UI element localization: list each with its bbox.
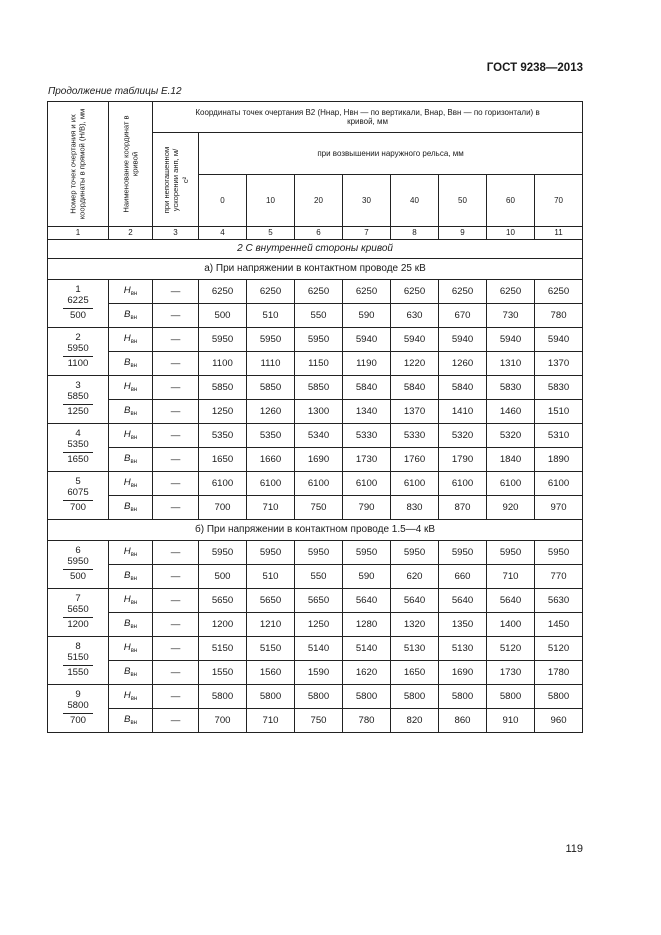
- h-value: 6250: [295, 280, 343, 304]
- point-h-straight: 5800: [67, 699, 89, 711]
- voltage-group-title: а) При напряжении в контактном проводе 25 кВ: [48, 259, 583, 280]
- b-value: 1650: [199, 448, 247, 472]
- point-h-straight: 5150: [67, 651, 89, 663]
- h-value: 5950: [247, 541, 295, 565]
- coordinates-table: [47, 101, 583, 733]
- b-value: 660: [439, 565, 487, 589]
- h-value: 5840: [343, 376, 391, 400]
- h-value: 5640: [439, 589, 487, 613]
- point-h-straight: 5950: [67, 555, 89, 567]
- col1-header: Номер точек очертания и их координаты в прямой (H/B), мм: [68, 108, 87, 220]
- page-number: 119: [565, 843, 583, 855]
- point-number: 6: [75, 545, 81, 557]
- table-row: [48, 424, 583, 448]
- b-value: 1840: [487, 448, 535, 472]
- b-value: 1690: [295, 448, 343, 472]
- h-value: 5130: [439, 637, 487, 661]
- b-value: 1370: [391, 400, 439, 424]
- point-id-cell: [48, 280, 109, 328]
- h-value: 6250: [247, 280, 295, 304]
- h-value: 6250: [343, 280, 391, 304]
- acceleration-value: —: [153, 613, 199, 637]
- table-row: [48, 541, 583, 565]
- point-number: 2: [75, 332, 81, 344]
- point-number: 4: [75, 428, 81, 440]
- point-b-straight: 1550: [63, 665, 93, 679]
- h-value: 5330: [391, 424, 439, 448]
- elevation-header: 10: [247, 175, 295, 227]
- h-value: 5950: [295, 328, 343, 352]
- coord-name-b: $B_{вн}$: [109, 613, 153, 637]
- b-value: 790: [343, 496, 391, 520]
- h-value: 5120: [487, 637, 535, 661]
- b-value: 700: [199, 709, 247, 733]
- table-caption: Продолжение таблицы Е.12: [48, 86, 182, 97]
- point-id-cell: [48, 376, 109, 424]
- b-value: 1760: [391, 448, 439, 472]
- acceleration-value: —: [153, 424, 199, 448]
- h-value: 6100: [247, 472, 295, 496]
- b-value: 1310: [487, 352, 535, 376]
- acceleration-value: —: [153, 376, 199, 400]
- acceleration-value: —: [153, 304, 199, 328]
- h-value: 5850: [247, 376, 295, 400]
- column-number: 4: [199, 227, 247, 240]
- column-number: 5: [247, 227, 295, 240]
- acceleration-value: —: [153, 328, 199, 352]
- col2-header-cell: [109, 102, 153, 227]
- acceleration-value: —: [153, 400, 199, 424]
- h-value: 5840: [439, 376, 487, 400]
- h-value: 5940: [343, 328, 391, 352]
- b-value: 830: [391, 496, 439, 520]
- point-number: 5: [75, 476, 81, 488]
- h-value: 5800: [247, 685, 295, 709]
- coord-name-b: $B_{вн}$: [109, 448, 153, 472]
- elevation-header: 70: [535, 175, 583, 227]
- point-b-straight: 700: [63, 500, 93, 514]
- point-id-cell: [48, 637, 109, 685]
- b-value: 1250: [295, 613, 343, 637]
- b-value: 780: [535, 304, 583, 328]
- h-value: 5800: [199, 685, 247, 709]
- point-h-straight: 5350: [67, 438, 89, 450]
- point-b-straight: 700: [63, 713, 93, 727]
- coord-name-h: $H_{вн}$: [109, 541, 153, 565]
- h-value: 5650: [199, 589, 247, 613]
- h-value: 5120: [535, 637, 583, 661]
- b-value: 1660: [247, 448, 295, 472]
- coord-name-b: $B_{вн}$: [109, 565, 153, 589]
- b-value: 1340: [343, 400, 391, 424]
- h-value: 5320: [439, 424, 487, 448]
- point-id-cell: [48, 424, 109, 472]
- b-value: 970: [535, 496, 583, 520]
- h-value: 5130: [391, 637, 439, 661]
- h-value: 6100: [295, 472, 343, 496]
- point-b-straight: 1650: [63, 452, 93, 466]
- acceleration-value: —: [153, 280, 199, 304]
- table-row: [48, 304, 583, 328]
- acceleration-value: —: [153, 496, 199, 520]
- table-row: [48, 328, 583, 352]
- acceleration-value: —: [153, 685, 199, 709]
- h-value: 5150: [247, 637, 295, 661]
- h-value: 5840: [391, 376, 439, 400]
- point-b-straight: 1250: [63, 404, 93, 418]
- column-number: 2: [109, 227, 153, 240]
- subgroup-header: при возвышении наружного рельса, мм: [199, 133, 583, 175]
- column-number: 11: [535, 227, 583, 240]
- point-number: 9: [75, 689, 81, 701]
- point-h-straight: 5950: [67, 342, 89, 354]
- h-value: 6250: [535, 280, 583, 304]
- point-b-straight: 1200: [63, 617, 93, 631]
- h-value: 5950: [487, 541, 535, 565]
- point-h-straight: 5850: [67, 390, 89, 402]
- coord-name-b: $B_{вн}$: [109, 304, 153, 328]
- h-value: 5350: [199, 424, 247, 448]
- point-id: [48, 642, 108, 679]
- voltage-group-row: [48, 259, 583, 280]
- point-id-cell: [48, 472, 109, 520]
- b-value: 910: [487, 709, 535, 733]
- acceleration-value: —: [153, 709, 199, 733]
- b-value: 1370: [535, 352, 583, 376]
- document-header: ГОСТ 9238—2013: [486, 62, 583, 74]
- h-value: 6250: [439, 280, 487, 304]
- b-value: 770: [535, 565, 583, 589]
- b-value: 1730: [487, 661, 535, 685]
- acceleration-value: —: [153, 541, 199, 565]
- col1-header-cell: [48, 102, 109, 227]
- h-value: 5940: [535, 328, 583, 352]
- b-value: 550: [295, 565, 343, 589]
- table-row: [48, 448, 583, 472]
- b-value: 590: [343, 304, 391, 328]
- h-value: 5640: [487, 589, 535, 613]
- elevation-header: 0: [199, 175, 247, 227]
- column-number: 6: [295, 227, 343, 240]
- col3-header: при непогашенном ускорении aнп, м/с²: [161, 146, 190, 213]
- b-value: 1110: [247, 352, 295, 376]
- h-value: 5650: [247, 589, 295, 613]
- b-value: 1350: [439, 613, 487, 637]
- h-value: 5800: [439, 685, 487, 709]
- coord-name-h: $H_{вн}$: [109, 589, 153, 613]
- b-value: 710: [247, 709, 295, 733]
- table-row: [48, 280, 583, 304]
- h-value: 5940: [439, 328, 487, 352]
- table-row: [48, 637, 583, 661]
- h-value: 5340: [295, 424, 343, 448]
- column-number: 9: [439, 227, 487, 240]
- h-value: 5150: [199, 637, 247, 661]
- point-number: 1: [75, 284, 81, 296]
- elevation-header: 30: [343, 175, 391, 227]
- h-value: 5940: [391, 328, 439, 352]
- h-value: 5950: [391, 541, 439, 565]
- b-value: 920: [487, 496, 535, 520]
- b-value: 1780: [535, 661, 583, 685]
- col3-header-cell: [153, 133, 199, 227]
- b-value: 700: [199, 496, 247, 520]
- h-value: 5800: [535, 685, 583, 709]
- elevation-header: 50: [439, 175, 487, 227]
- b-value: 750: [295, 496, 343, 520]
- point-id-cell: [48, 685, 109, 733]
- point-id: [48, 333, 108, 370]
- point-id: [48, 690, 108, 727]
- voltage-group-title: б) При напряжении в контактном проводе 1.5—4 кВ: [48, 520, 583, 541]
- group-header: Координаты точек очертания В2 (Hнар, Hвн — по вертикали, Bнар, Bвн — по горизонтали) в кривой, мм: [153, 102, 583, 133]
- table-row: [48, 685, 583, 709]
- coord-name-h: $H_{вн}$: [109, 328, 153, 352]
- elevation-header: 60: [487, 175, 535, 227]
- h-value: 6250: [391, 280, 439, 304]
- point-id: [48, 594, 108, 631]
- b-value: 550: [295, 304, 343, 328]
- point-id: [48, 546, 108, 583]
- h-value: 5950: [535, 541, 583, 565]
- point-id: [48, 285, 108, 322]
- b-value: 1620: [343, 661, 391, 685]
- b-value: 960: [535, 709, 583, 733]
- table-row: [48, 496, 583, 520]
- voltage-group-row: [48, 520, 583, 541]
- point-id-cell: [48, 589, 109, 637]
- b-value: 1650: [391, 661, 439, 685]
- acceleration-value: —: [153, 448, 199, 472]
- b-value: 1790: [439, 448, 487, 472]
- coord-name-h: $H_{вн}$: [109, 472, 153, 496]
- b-value: 670: [439, 304, 487, 328]
- h-value: 5850: [295, 376, 343, 400]
- b-value: 1300: [295, 400, 343, 424]
- column-number: 8: [391, 227, 439, 240]
- table-row: [48, 589, 583, 613]
- b-value: 1280: [343, 613, 391, 637]
- b-value: 1220: [391, 352, 439, 376]
- b-value: 1150: [295, 352, 343, 376]
- point-b-straight: 500: [63, 569, 93, 583]
- h-value: 5330: [343, 424, 391, 448]
- coord-name-h: $H_{вн}$: [109, 685, 153, 709]
- b-value: 1210: [247, 613, 295, 637]
- b-value: 1100: [199, 352, 247, 376]
- h-value: 5650: [295, 589, 343, 613]
- h-value: 6100: [439, 472, 487, 496]
- elevation-header: 20: [295, 175, 343, 227]
- h-value: 5140: [343, 637, 391, 661]
- h-value: 5310: [535, 424, 583, 448]
- acceleration-value: —: [153, 589, 199, 613]
- b-value: 1550: [199, 661, 247, 685]
- b-value: 710: [487, 565, 535, 589]
- table-row: [48, 565, 583, 589]
- b-value: 500: [199, 565, 247, 589]
- coord-name-h: $H_{вн}$: [109, 376, 153, 400]
- point-id: [48, 381, 108, 418]
- b-value: 1460: [487, 400, 535, 424]
- acceleration-value: —: [153, 352, 199, 376]
- point-id: [48, 477, 108, 514]
- point-number: 8: [75, 641, 81, 653]
- h-value: 5830: [487, 376, 535, 400]
- b-value: 1690: [439, 661, 487, 685]
- b-value: 780: [343, 709, 391, 733]
- b-value: 1560: [247, 661, 295, 685]
- h-value: 6100: [343, 472, 391, 496]
- b-value: 1400: [487, 613, 535, 637]
- h-value: 6100: [487, 472, 535, 496]
- column-number: 7: [343, 227, 391, 240]
- h-value: 5800: [343, 685, 391, 709]
- b-value: 1590: [295, 661, 343, 685]
- h-value: 5950: [247, 328, 295, 352]
- table-row: [48, 400, 583, 424]
- table-row: [48, 661, 583, 685]
- b-value: 1510: [535, 400, 583, 424]
- h-value: 5350: [247, 424, 295, 448]
- h-value: 5950: [439, 541, 487, 565]
- coord-name-h: $H_{вн}$: [109, 280, 153, 304]
- acceleration-value: —: [153, 472, 199, 496]
- h-value: 6100: [199, 472, 247, 496]
- coord-name-b: $B_{вн}$: [109, 352, 153, 376]
- h-value: 5950: [199, 328, 247, 352]
- point-b-straight: 500: [63, 308, 93, 322]
- table-row: [48, 376, 583, 400]
- h-value: 5800: [391, 685, 439, 709]
- point-number: 7: [75, 593, 81, 605]
- point-h-straight: 5650: [67, 603, 89, 615]
- elevation-header: 40: [391, 175, 439, 227]
- b-value: 590: [343, 565, 391, 589]
- b-value: 1200: [199, 613, 247, 637]
- b-value: 1260: [439, 352, 487, 376]
- h-value: 6100: [535, 472, 583, 496]
- section-title: 2 С внутренней стороны кривой: [48, 240, 583, 259]
- h-value: 5320: [487, 424, 535, 448]
- coord-name-b: $B_{вн}$: [109, 661, 153, 685]
- h-value: 5950: [199, 541, 247, 565]
- b-value: 1410: [439, 400, 487, 424]
- b-value: 1250: [199, 400, 247, 424]
- h-value: 5630: [535, 589, 583, 613]
- b-value: 1190: [343, 352, 391, 376]
- b-value: 750: [295, 709, 343, 733]
- b-value: 820: [391, 709, 439, 733]
- point-id: [48, 429, 108, 466]
- h-value: 5640: [391, 589, 439, 613]
- coord-name-h: $H_{вн}$: [109, 424, 153, 448]
- h-value: 5950: [343, 541, 391, 565]
- acceleration-value: —: [153, 637, 199, 661]
- b-value: 730: [487, 304, 535, 328]
- coord-name-h: $H_{вн}$: [109, 637, 153, 661]
- b-value: 1730: [343, 448, 391, 472]
- point-id-cell: [48, 541, 109, 589]
- b-value: 510: [247, 304, 295, 328]
- h-value: 5830: [535, 376, 583, 400]
- h-value: 5940: [487, 328, 535, 352]
- b-value: 1260: [247, 400, 295, 424]
- b-value: 510: [247, 565, 295, 589]
- h-value: 6250: [487, 280, 535, 304]
- h-value: 6250: [199, 280, 247, 304]
- point-id-cell: [48, 328, 109, 376]
- table-row: [48, 613, 583, 637]
- b-value: 620: [391, 565, 439, 589]
- coord-name-b: $B_{вн}$: [109, 400, 153, 424]
- coord-name-b: $B_{вн}$: [109, 709, 153, 733]
- table-row: [48, 709, 583, 733]
- col2-header: Наименование координат в кривой: [121, 115, 140, 213]
- b-value: 710: [247, 496, 295, 520]
- b-value: 630: [391, 304, 439, 328]
- coord-name-b: $B_{вн}$: [109, 496, 153, 520]
- point-b-straight: 1100: [63, 356, 93, 370]
- column-number: 1: [48, 227, 109, 240]
- h-value: 5800: [295, 685, 343, 709]
- b-value: 500: [199, 304, 247, 328]
- h-value: 5640: [343, 589, 391, 613]
- point-h-straight: 6075: [67, 486, 89, 498]
- column-number: 3: [153, 227, 199, 240]
- h-value: 5140: [295, 637, 343, 661]
- column-number: 10: [487, 227, 535, 240]
- b-value: 870: [439, 496, 487, 520]
- h-value: 6100: [391, 472, 439, 496]
- h-value: 5800: [487, 685, 535, 709]
- point-h-straight: 6225: [67, 294, 89, 306]
- acceleration-value: —: [153, 661, 199, 685]
- h-value: 5850: [199, 376, 247, 400]
- acceleration-value: —: [153, 565, 199, 589]
- point-number: 3: [75, 380, 81, 392]
- b-value: 1890: [535, 448, 583, 472]
- h-value: 5950: [295, 541, 343, 565]
- table-row: [48, 472, 583, 496]
- table-row: [48, 352, 583, 376]
- b-value: 1320: [391, 613, 439, 637]
- b-value: 1450: [535, 613, 583, 637]
- b-value: 860: [439, 709, 487, 733]
